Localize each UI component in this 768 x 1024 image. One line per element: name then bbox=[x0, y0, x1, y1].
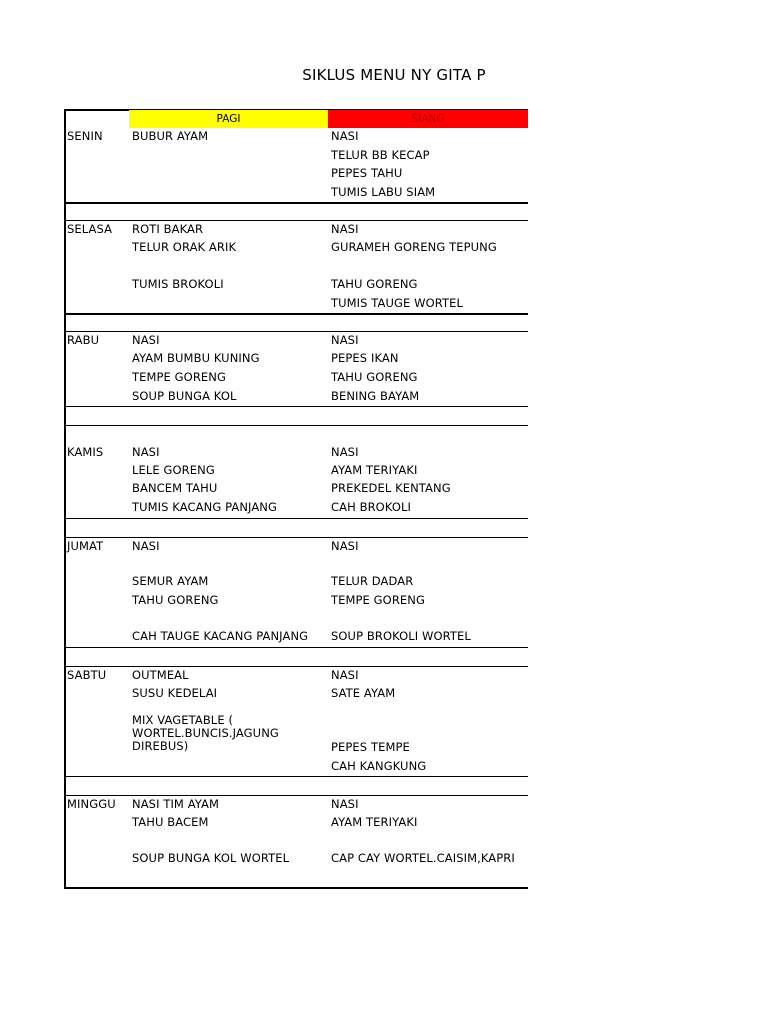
day-jumat: JUMAT bbox=[67, 539, 104, 553]
pagi-item: MIX VAGETABLE ( WORTEL.BUNCIS.JAGUNG DIREBUS) bbox=[132, 713, 279, 753]
pagi-item: OUTMEAL bbox=[132, 668, 189, 682]
pagi-item: AYAM BUMBU KUNING bbox=[132, 351, 260, 365]
siang-item: CAH BROKOLI bbox=[331, 500, 411, 514]
day-rabu: RABU bbox=[67, 333, 100, 347]
pagi-item: TELUR ORAK ARIK bbox=[132, 240, 237, 254]
siang-item: PEPES TEMPE bbox=[331, 740, 410, 754]
siang-item: BENING BAYAM bbox=[331, 389, 420, 403]
day-minggu: MINGGU bbox=[67, 797, 116, 811]
pagi-item: SOUP BUNGA KOL bbox=[132, 389, 237, 403]
siang-item: AYAM TERIYAKI bbox=[331, 463, 418, 477]
day-selasa: SELASA bbox=[67, 222, 113, 236]
siang-item: NASI bbox=[331, 222, 359, 236]
siang-item: TEMPE GORENG bbox=[331, 593, 426, 607]
pagi-item: CAH TAUGE KACANG PANJANG bbox=[132, 629, 309, 643]
siang-item: NASI bbox=[331, 333, 359, 347]
siang-item: CAP CAY WORTEL.CAISIM,KAPRI bbox=[331, 851, 515, 865]
row-separator bbox=[64, 647, 528, 648]
pagi-item: NASI bbox=[132, 445, 160, 459]
siang-item: SATE AYAM bbox=[331, 686, 396, 700]
siang-item: TUMIS LABU SIAM bbox=[331, 185, 436, 199]
row-separator bbox=[64, 666, 528, 667]
pagi-item: BANCEM TAHU bbox=[132, 481, 218, 495]
row-separator bbox=[64, 776, 528, 777]
row-separator bbox=[64, 220, 528, 221]
siang-item: PEPES TAHU bbox=[331, 166, 403, 180]
pagi-item: TUMIS BROKOLI bbox=[132, 277, 224, 291]
pagi-item: SUSU KEDELAI bbox=[132, 686, 218, 700]
pagi-item: BUBUR AYAM bbox=[132, 129, 209, 143]
pagi-item: NASI bbox=[132, 333, 160, 347]
siang-item: TAHU GORENG bbox=[331, 370, 418, 384]
row-separator bbox=[64, 518, 528, 519]
row-separator bbox=[64, 795, 528, 796]
siang-item: NASI bbox=[331, 129, 359, 143]
row-separator bbox=[64, 406, 528, 407]
row-separator bbox=[64, 313, 528, 315]
row-separator bbox=[64, 202, 528, 204]
pagi-item: NASI bbox=[132, 539, 160, 553]
siang-item: NASI bbox=[331, 668, 359, 682]
siang-item: AYAM TERIYAKI bbox=[331, 815, 418, 829]
pagi-item: TUMIS KACANG PANJANG bbox=[132, 500, 278, 514]
day-senin: SENIN bbox=[67, 129, 103, 143]
header-siang: SIANG bbox=[328, 110, 528, 128]
siang-item: PEPES IKAN bbox=[331, 351, 399, 365]
siang-item: TELUR BB KECAP bbox=[331, 148, 430, 162]
siang-item: NASI bbox=[331, 445, 359, 459]
pagi-item: SEMUR AYAM bbox=[132, 574, 209, 588]
siang-item: GURAMEH GORENG TEPUNG bbox=[331, 240, 497, 254]
pagi-item: LELE GORENG bbox=[132, 463, 215, 477]
pagi-item: NASI TIM AYAM bbox=[132, 797, 220, 811]
day-kamis: KAMIS bbox=[67, 445, 104, 459]
siang-item: CAH KANGKUNG bbox=[331, 759, 427, 773]
siang-item: TUMIS TAUGE WORTEL bbox=[331, 296, 464, 310]
row-separator bbox=[64, 331, 528, 332]
pagi-item: TAHU GORENG bbox=[132, 593, 219, 607]
siang-item: SOUP BROKOLI WORTEL bbox=[331, 629, 471, 643]
row-separator bbox=[64, 425, 528, 426]
siang-item: PREKEDEL KENTANG bbox=[331, 481, 451, 495]
page-title: SIKLUS MENU NY GITA P bbox=[302, 66, 486, 84]
pagi-item: TEMPE GORENG bbox=[132, 370, 227, 384]
siang-item: NASI bbox=[331, 797, 359, 811]
siang-item: TAHU GORENG bbox=[331, 277, 418, 291]
row-separator bbox=[64, 537, 528, 538]
pagi-item: ROTI BAKAR bbox=[132, 222, 204, 236]
siang-item: NASI bbox=[331, 539, 359, 553]
pagi-item: TAHU BACEM bbox=[132, 815, 209, 829]
siang-item: TELUR DADAR bbox=[331, 574, 414, 588]
pagi-item: SOUP BUNGA KOL WORTEL bbox=[132, 851, 290, 865]
header-pagi: PAGI bbox=[129, 110, 328, 128]
day-sabtu: SABTU bbox=[67, 668, 107, 682]
